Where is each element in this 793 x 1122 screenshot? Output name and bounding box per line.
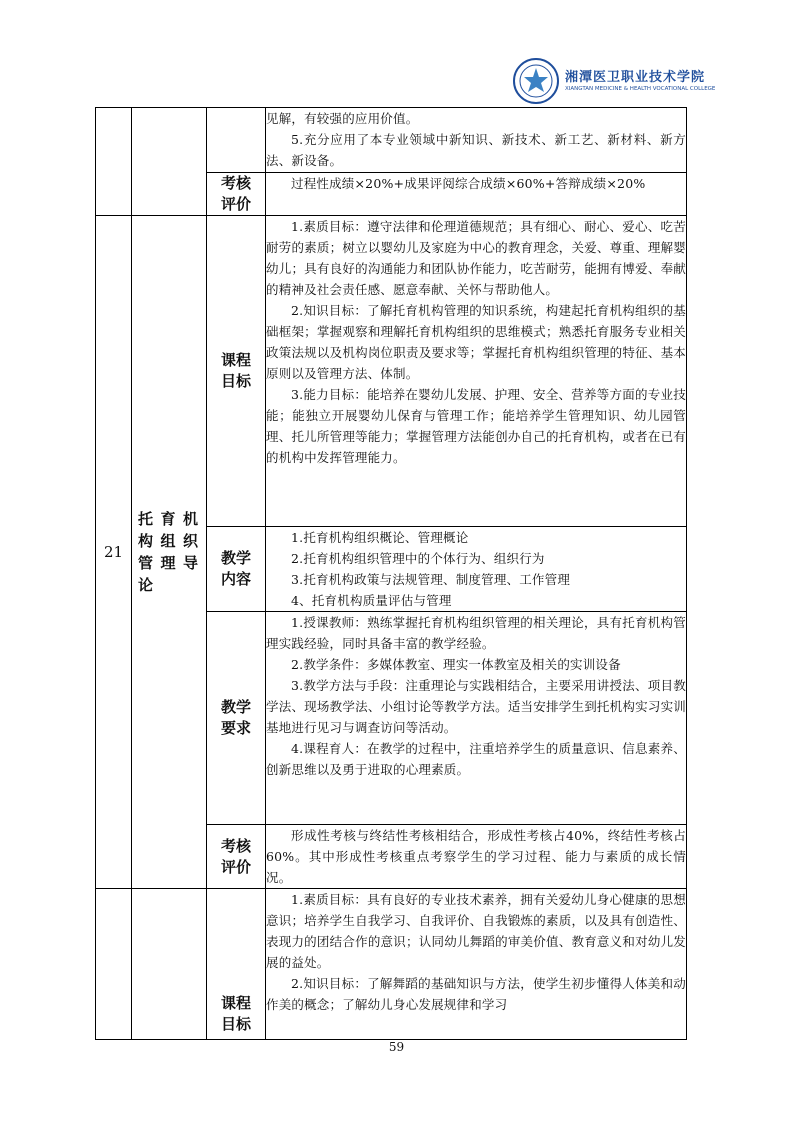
assessment-label: 考核 评价 — [207, 825, 266, 889]
course-table — [95, 107, 687, 1040]
next-number-cell — [96, 889, 132, 1040]
college-emblem-icon — [513, 58, 559, 104]
prev-assessment-text: 过程性成绩×20%+成果评阅综合成绩×60%+答辩成绩×20% — [266, 173, 687, 216]
content-label: 教学 内容 — [207, 527, 266, 612]
prev-achievement-criteria: 见解，有较强的应用价值。 5.充分应用了本专业领域中新知识、新技术、新工艺、新材料、新方法、新设备。 — [266, 108, 687, 173]
table-row — [96, 216, 687, 527]
teaching-requirements: 1.授课教师：熟练掌握托育机构组织管理的相关理论，具有托育机构管理实践经验，同时具备丰富的教学经验。 2.教学条件：多媒体教室、理实一体教室及相关的实训设备 3.教学方法与手段：注重理论与实践相结合，主要采用讲授法、项目教学法、现场教学法、小组讨论等教学方法。适当安排学生到托机构实习实训基地进行见习与调查访问等活动。 4.课程育人：在教学的过程中，注重培养学生的质量意识、信息素养、创新思维以及勇于进取的心理素质。 — [266, 612, 687, 825]
table-row — [96, 108, 687, 173]
next-course-goals: 1.素质目标：具有良好的专业技术素养，拥有关爱幼儿身心健康的思想意识；培养学生自我学习、自我评价、自我锻炼的素质，以及具有创造性、表现力的团结合作的意识；认同幼儿舞蹈的审美价值、教育意义和对幼儿发展的益处。 2.知识目标：了解舞蹈的基础知识与方法，使学生初步懂得人体美和动作美的概念；了解幼儿身心发展规律和学习 — [266, 889, 687, 1040]
college-english-name: XIANGTAN MEDICINE & HEALTH VOCATIONAL COLLEGE — [565, 86, 716, 92]
course-goals: 1.素质目标：遵守法律和伦理道德规范；具有细心、耐心、爱心、吃苦耐劳的素质；树立以婴幼儿及家庭为中心的教育理念，关爱、尊重、理解婴幼儿；具有良好的沟通能力和团队协作能力，吃苦耐劳，能拥有博爱、奉献的精神及社会责任感、愿意奉献、关怀与帮助他人。 2.知识目标：了解托育机构管理的知识系统，构建起托育机构组织的基础框架；掌握观察和理解托育机构组织的思维模式；熟悉托育服务专业相关政策法规以及机构岗位职责及要求等；掌握托育机构组织管理的特征、基本原则以及管理方法、体制。 3.能力目标：能培养在婴幼儿发展、护理、安全、营养等方面的专业技能；能独立开展婴幼儿保育与管理工作；能培养学生管理知识、幼儿园管理、托儿所管理等能力；掌握管理方法能创办自己的托育机构，或者在已有的机构中发挥管理能力。 — [266, 216, 687, 527]
number-cell-empty — [96, 108, 132, 216]
course-name: 托育机构组织管理导论 — [132, 216, 207, 889]
goals-label: 课程 目标 — [207, 216, 266, 527]
college-logo — [513, 58, 716, 108]
assessment-label: 考核 评价 — [207, 173, 266, 216]
next-goals-label: 课程 目标 — [207, 889, 266, 1040]
course-number: 21 — [96, 216, 132, 889]
page-number: 59 — [388, 1040, 405, 1054]
requirements-label: 教学 要求 — [207, 612, 266, 825]
college-name: 湘潭医卫职业技术学院 — [565, 70, 706, 85]
assessment-text: 形成性考核与终结性考核相结合，形成性考核占40%，终结性考核占60%。其中形成性考核重点考察学生的学习过程、能力与素质的成长情况。 — [266, 825, 687, 889]
next-course-name-cell — [132, 889, 207, 1040]
course-name-cell-empty — [132, 108, 207, 216]
teaching-content: 1.托育机构组织概论、管理概论 2.托育机构组织管理中的个体行为、组织行为 3.托育机构政策与法规管理、制度管理、工作管理 4、托育机构质量评估与管理 — [266, 527, 687, 612]
table-row — [96, 889, 687, 1040]
label-cell-empty — [207, 108, 266, 173]
